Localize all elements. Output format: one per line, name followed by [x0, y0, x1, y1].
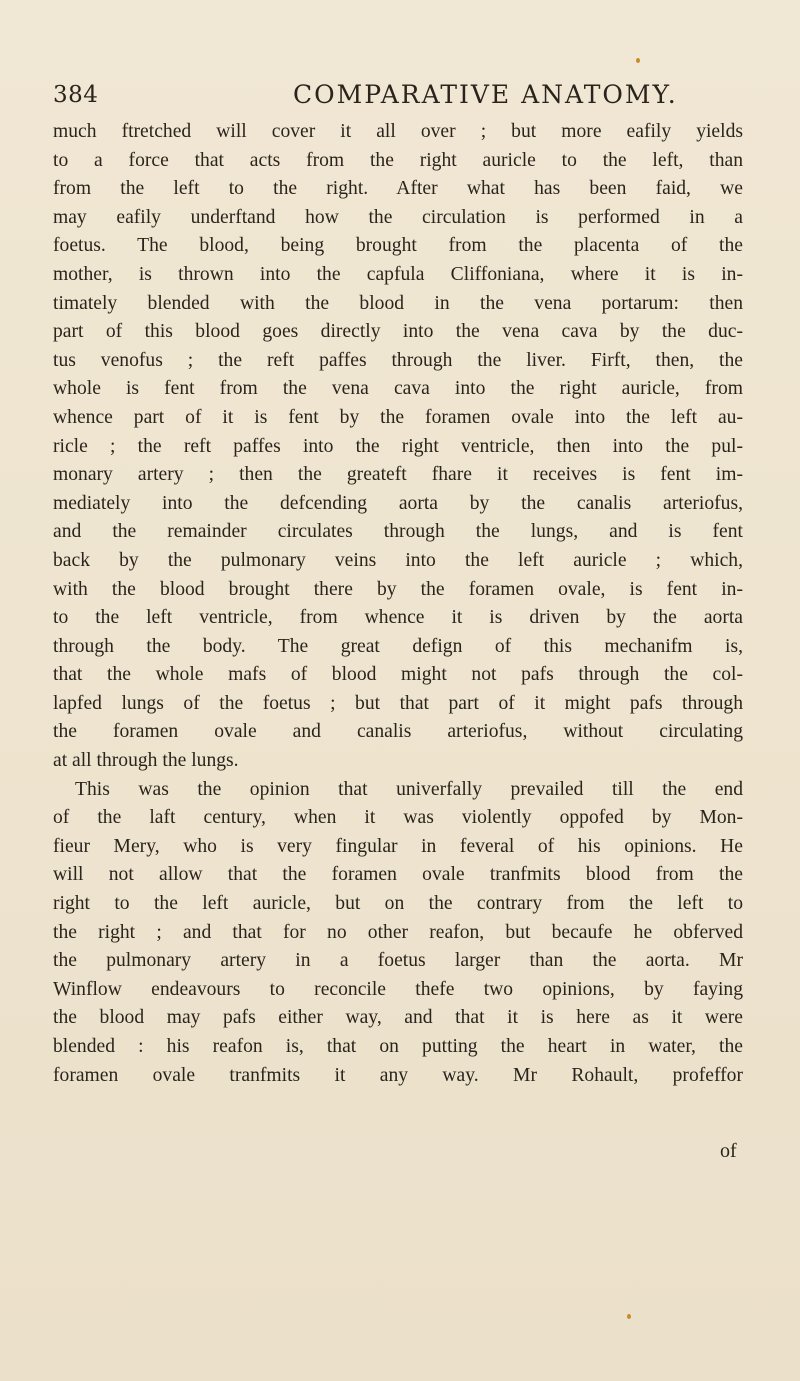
text-line: timately blended with the blood in the vena portarum: then — [53, 292, 743, 314]
text-line: and the remainder circulates through the lungs, and is fent — [53, 521, 743, 543]
text-line: that the whole mafs of blood might not pafs through the col- — [53, 664, 743, 686]
text-line: monary artery ; then the greateft fhare it receives is fent im- — [53, 464, 743, 486]
text-line: whole is fent from the vena cava into the right auricle, from — [53, 378, 743, 400]
body-text — [53, 118, 743, 1090]
text-line: through the body. The great defign of this mechanifm is, — [53, 635, 743, 657]
paragraph-start-line: This was the opinion that univerfally prevailed till the end — [75, 778, 743, 800]
text-line: back by the pulmonary veins into the left auricle ; which, — [53, 549, 743, 571]
text-line: tus venofus ; the reft paffes through the liver. Firft, then, the — [53, 349, 743, 371]
text-line: lapfed lungs of the foetus ; but that part of it might pafs through — [53, 692, 743, 714]
text-line: the right ; and that for no other reafon, but becaufe he obferved — [53, 921, 743, 943]
text-line: will not allow that the foramen ovale tranfmits blood from the — [53, 864, 743, 886]
text-line: much ftretched will cover it all over ; but more eafily yields — [53, 121, 743, 142]
text-line: part of this blood goes directly into the vena cava by the duc- — [53, 321, 743, 343]
text-line: right to the left auricle, but on the contrary from the left to — [53, 893, 743, 915]
text-line: foramen ovale tranfmits it any way. Mr Rohault, profeffor — [53, 1064, 743, 1086]
text-line: Winflow endeavours to reconcile thefe two opinions, by faying — [53, 978, 743, 1000]
paper-speck — [636, 58, 640, 63]
text-line: whence part of it is fent by the foramen ovale into the left au- — [53, 406, 743, 428]
paper-speck — [627, 1314, 631, 1319]
catchword: of — [720, 1140, 737, 1162]
text-line: mother, is thrown into the capfula Cliffoniana, where it is in- — [53, 263, 743, 285]
text-line: with the blood brought there by the foramen ovale, is fent in- — [53, 578, 743, 600]
text-line: foetus. The blood, being brought from the placenta of the — [53, 235, 743, 257]
running-head: COMPARATIVE ANATOMY. — [293, 80, 678, 109]
text-line: may eafily underftand how the circulation is performed in a — [53, 206, 743, 228]
page-header — [53, 74, 743, 114]
text-line: the pulmonary artery in a foetus larger than the aorta. Mr — [53, 950, 743, 972]
text-line: the blood may pafs either way, and that it is here as it were — [53, 1007, 743, 1029]
text-line: to the left ventricle, from whence it is driven by the aorta — [53, 607, 743, 629]
page-number: 384 — [53, 82, 99, 108]
text-line: to a force that acts from the right auricle to the left, than — [53, 149, 743, 171]
text-line: from the left to the right. After what has been faid, we — [53, 178, 743, 200]
text-line: ricle ; the reft paffes into the right ventricle, then into the pul- — [53, 435, 743, 457]
paragraph-end-line: at all through the lungs. — [53, 750, 239, 772]
text-line: of the laft century, when it was violently oppofed by Mon- — [53, 807, 743, 829]
text-line: the foramen ovale and canalis arteriofus, without circulating — [53, 721, 743, 743]
text-line: mediately into the defcending aorta by the canalis arteriofus, — [53, 492, 743, 514]
text-line: blended : his reafon is, that on putting the heart in water, the — [53, 1036, 743, 1057]
text-line: fieur Mery, who is very fingular in feveral of his opinions. He — [53, 835, 743, 857]
